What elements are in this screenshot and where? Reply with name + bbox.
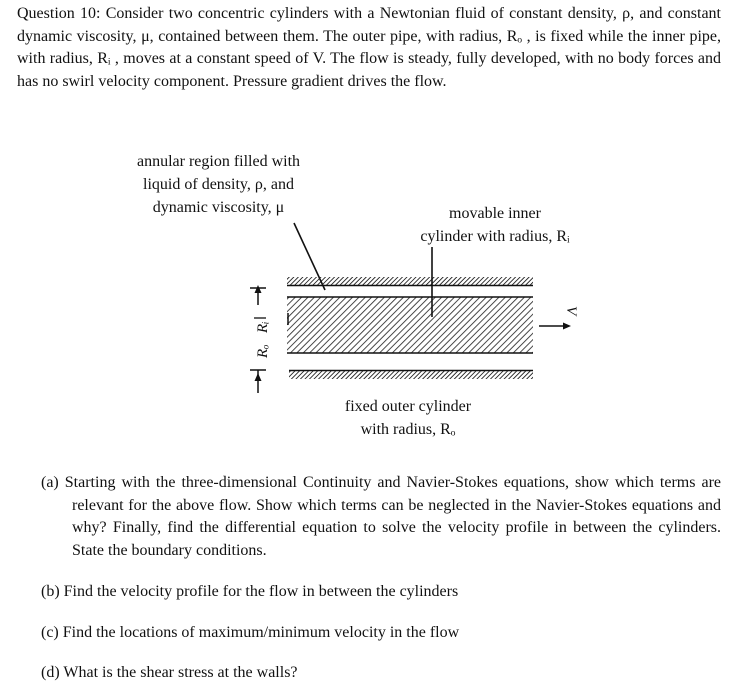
outer-cylinder-label-line: fixed outer cylinder xyxy=(344,398,472,415)
part-marker: (a) xyxy=(41,474,59,491)
part-text: Find the velocity profile for the flow in between the cylinders xyxy=(63,583,459,600)
part-text: Starting with the three-dimensional Continuity and Navier-Stokes equations, show which terms are relevant for the above flow. Show which terms can be neglected in the Navier-Stokes equations and why? Finally, find the differential equation to solve the velocity profile in between the cylinders. State the boundary conditions. xyxy=(64,474,722,559)
part-marker: (b) xyxy=(41,583,60,600)
outer-wall-top xyxy=(287,277,533,286)
inner-radius-label: Rᵢ xyxy=(255,321,271,333)
question-part xyxy=(41,622,721,645)
question-parts xyxy=(41,472,721,685)
question-statement: Question 10: Consider two concentric cylinders with a Newtonian fluid of constant density, ρ, and constant dynamic viscosity, μ, contained between them. The outer pipe, with radius, Rₒ , is fixed while the inner pipe, with radius, Rᵢ , moves at a constant speed of V. The flow is steady, fully developed, with no body forces and has no swirl velocity component. Pressure gradient drives the flow. xyxy=(17,5,721,90)
question-part xyxy=(41,581,721,604)
inner-cylinder-label-line: cylinder with radius, Rᵢ xyxy=(420,228,570,245)
part-text: Find the locations of maximum/minimum velocity in the flow xyxy=(62,623,460,641)
annulus-label-line: annular region filled with xyxy=(136,153,301,170)
question-part xyxy=(41,472,721,562)
part-text: What is the shear stress at the walls? xyxy=(63,664,298,681)
part-marker: (d) xyxy=(41,664,60,681)
outer-cylinder-label-line: with radius, Rₒ xyxy=(360,421,456,438)
outer-cylinder-label xyxy=(318,395,498,441)
dimension-arrow-bottom xyxy=(255,373,262,381)
velocity-arrow xyxy=(539,323,571,330)
annulus-label xyxy=(106,150,331,219)
dimension-arrow-top xyxy=(255,285,262,293)
part-marker: (c) xyxy=(41,623,59,641)
outer-radius-label: Rₒ xyxy=(255,344,271,358)
radius-dimension-marks xyxy=(250,288,288,393)
inner-cylinder-label-line: movable inner xyxy=(449,205,541,222)
question-part xyxy=(41,662,721,685)
inner-cylinder-core xyxy=(287,297,533,353)
inner-cylinder-label xyxy=(410,202,580,248)
velocity-label: V xyxy=(563,306,579,316)
outer-wall-bottom xyxy=(289,370,533,379)
annulus-label-line: dynamic viscosity, μ xyxy=(152,199,285,216)
annulus-label-line: liquid of density, ρ, and xyxy=(143,176,294,193)
